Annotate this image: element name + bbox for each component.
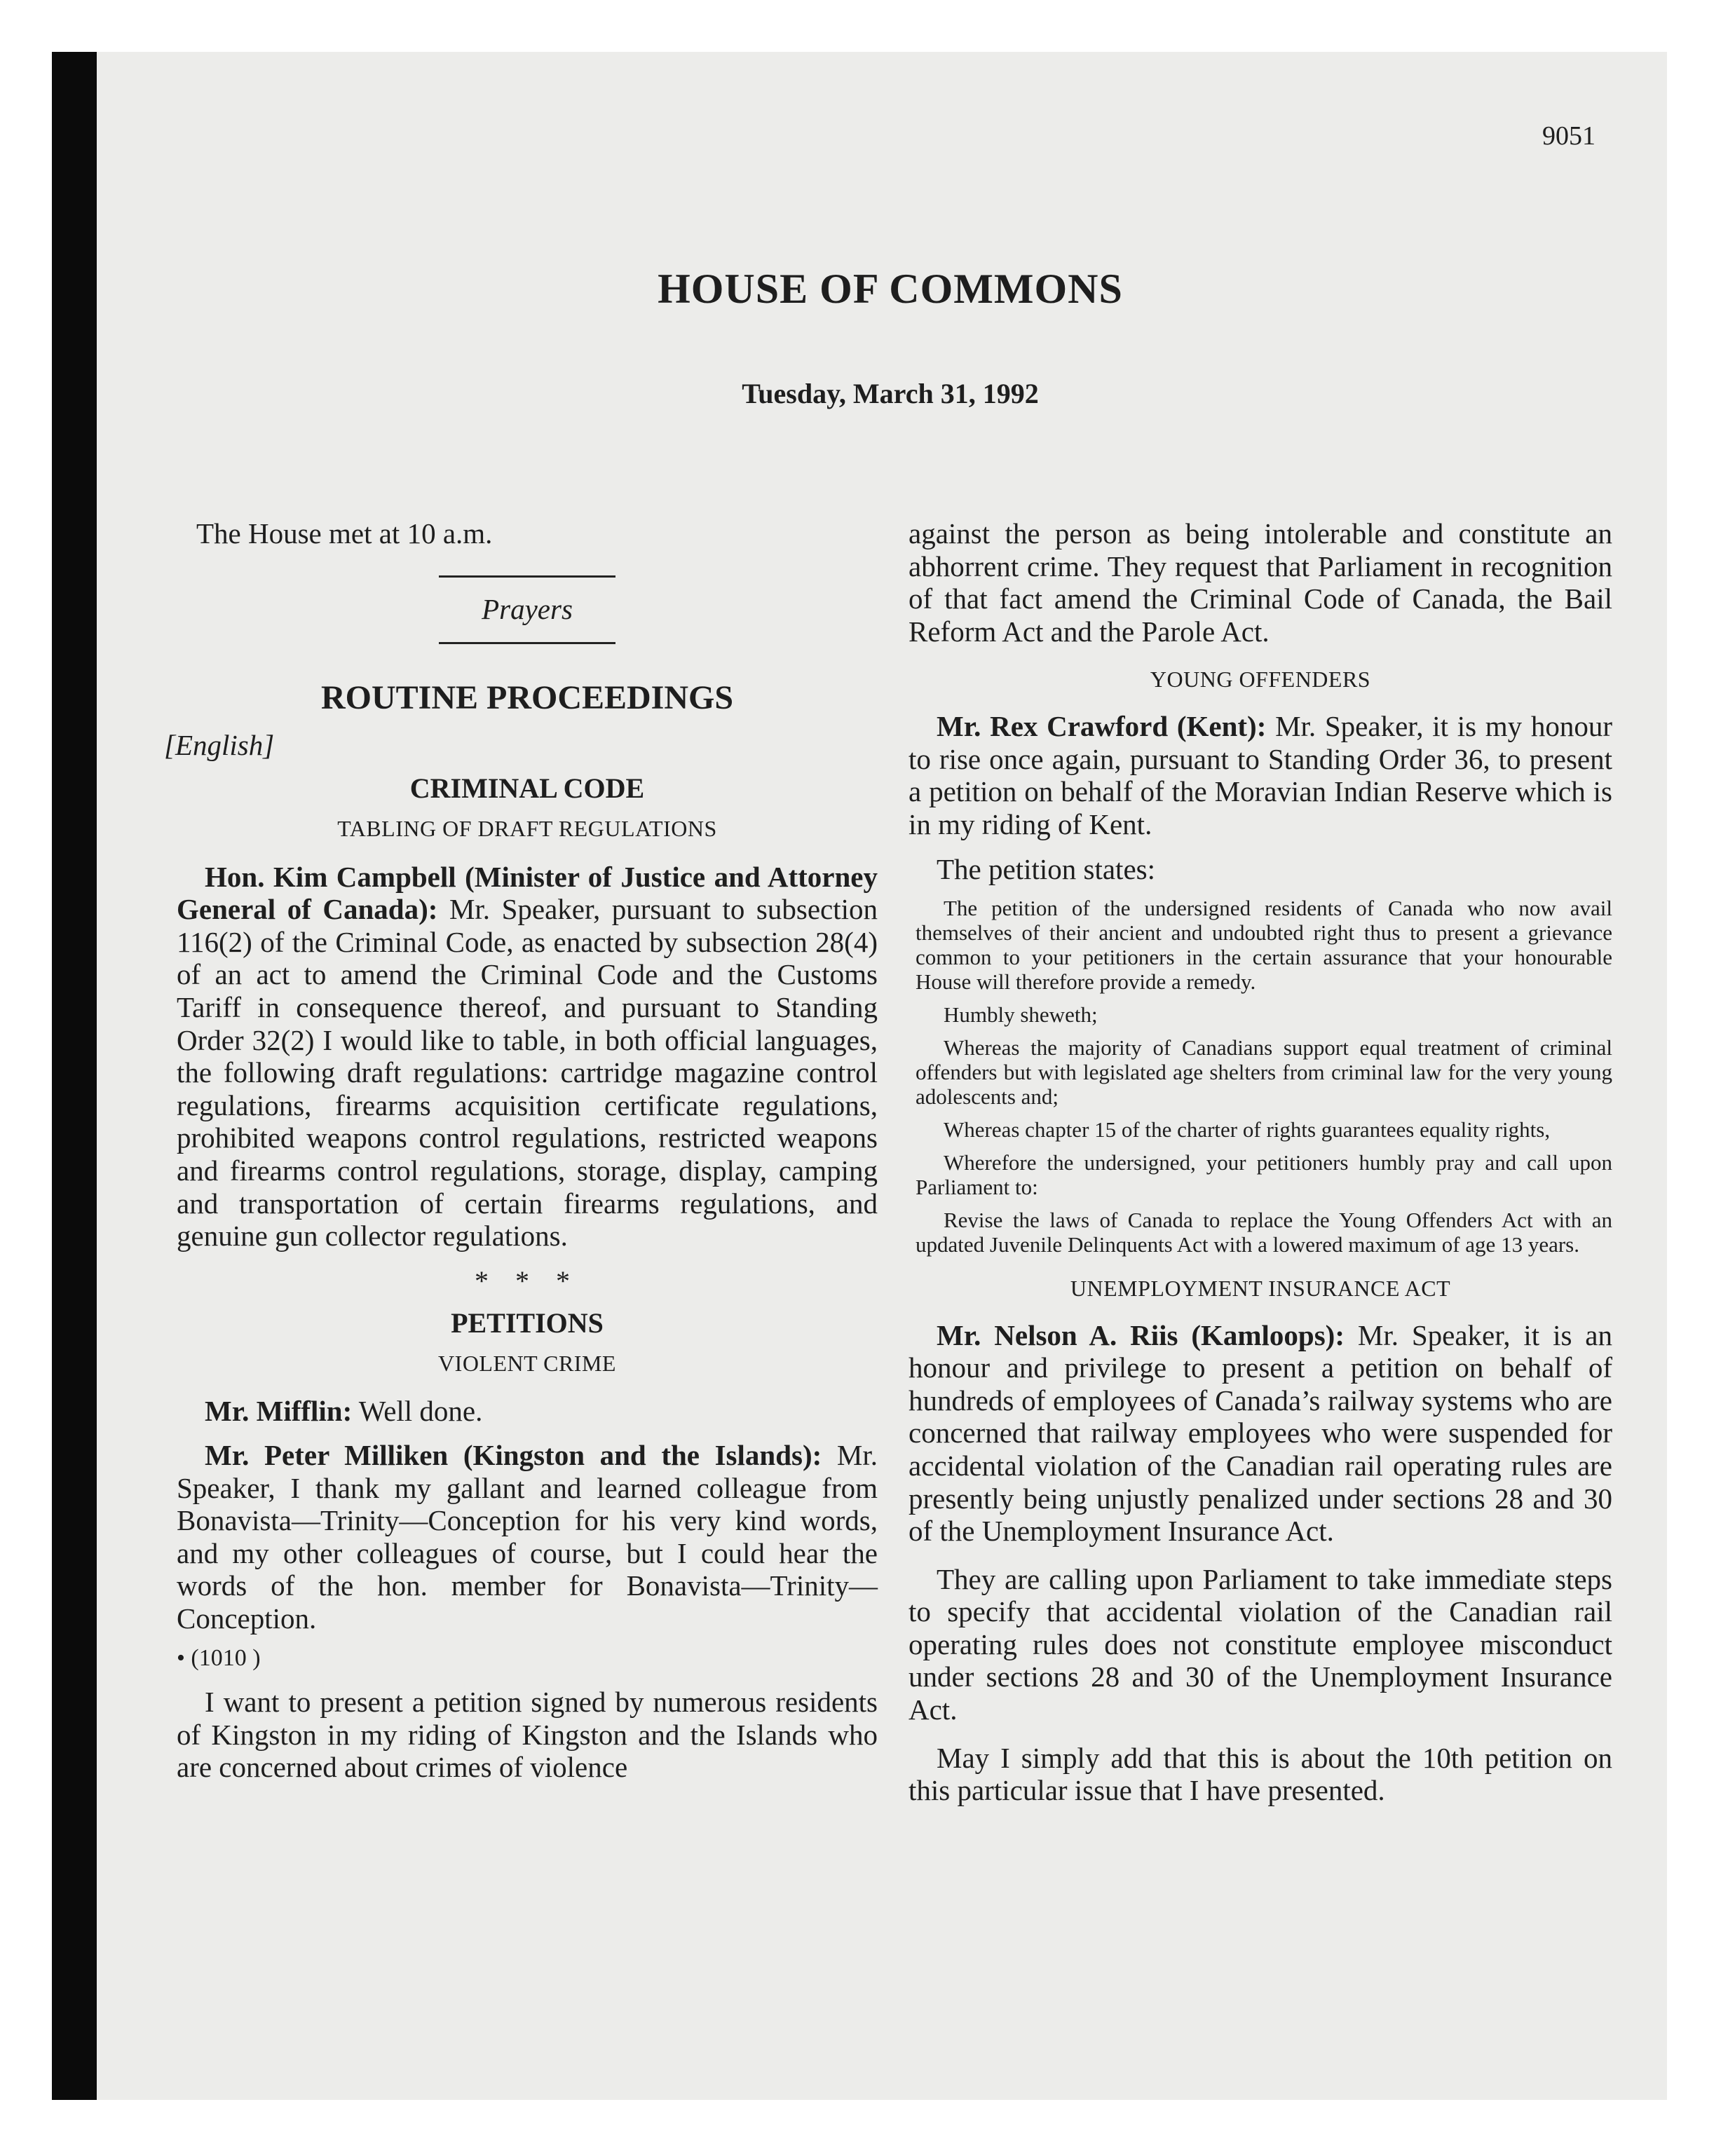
speech-peter-milliken: [177, 1439, 878, 1635]
page-title: HOUSE OF COMMONS: [658, 266, 1123, 312]
speech-text: Mr. Speaker, pursuant to subsection 116(2) of the Criminal Code, as enacted by subsection 28(4) of an act to amend the Criminal Code and the Customs Tariff in consequence thereof, and pursuant to Standing Order 32(2) I would like to table, in both official languages, the following draft regulations: cartridge magazine control regulations, firearms acquisition certificate regulations, prohibited weapons control regulations, restricted weapons and firearms control regulations, storage, display, camping and transportation of certain firearms regulations, and genuine gun collector regulations.: [177, 893, 878, 1253]
prayers-label: Prayers: [482, 592, 573, 625]
quote-paragraph: The petition of the undersigned residents of Canada who now avail themselves of their ancient and undoubted right thus to present a grievance common to your petitioners in the certain assurance that your honourable House will therefore provide a remedy.: [916, 895, 1612, 994]
speech-text: Mr. Speaker, it is my honour to rise once again, pursuant to Standing Order 36, to present a petition on behalf of the Moravian Indian Reserve which is in my riding of Kent.: [909, 709, 1613, 840]
heading-petitions: PETITIONS: [451, 1307, 604, 1339]
heading-criminal-code: CRIMINAL CODE: [409, 772, 645, 805]
left-column: [164, 517, 878, 1784]
rule-divider: [439, 575, 615, 578]
rule-divider: [439, 642, 615, 644]
time-marker: • (1010 ): [177, 1644, 261, 1671]
petition-states-line: The petition states:: [937, 853, 1155, 886]
quote-paragraph: Wherefore the undersigned, your petitioners humbly pray and call upon Parliament to:: [916, 1149, 1612, 1199]
speaker-name: Mr. Peter Milliken (Kingston and the Islands):: [205, 1439, 822, 1472]
quote-paragraph: Revise the laws of Canada to replace the Young Offenders Act with an updated Juvenile Delinquents Act with a lowered maximum of age 13 years.: [916, 1207, 1612, 1257]
speech-text: Well done.: [358, 1395, 483, 1428]
scan-binding-edge: [52, 52, 97, 2100]
quote-paragraph: Whereas the majority of Canadians support equal treatment of criminal offenders but with legislated age shelters from criminal law for the very young adolescents and;: [916, 1035, 1612, 1109]
quote-paragraph: Whereas chapter 15 of the charter of rights guarantees equality rights,: [944, 1117, 1551, 1142]
speech-mifflin: [177, 1395, 878, 1428]
speech-nelson-riis: [909, 1319, 1612, 1548]
speech-rex-crawford: [909, 710, 1612, 840]
section-separator-stars: * * *: [475, 1264, 580, 1297]
speech-nelson-riis-paragraph-2: They are calling upon Parliament to take immediate steps to specify that accidental violation of the Canadian rail operating rules does not constitute employee misconduct under sections 28 and 30 of the Unemployment Insurance Act.: [909, 1562, 1612, 1726]
speaker-name: Mr. Mifflin:: [205, 1395, 353, 1428]
quote-paragraph: Humbly sheweth;: [944, 1002, 1098, 1027]
speech-peter-milliken-continued: I want to present a petition signed by numerous residents of Kingston in my riding of Kingston and the Islands who are concerned about crimes of violence: [177, 1686, 878, 1784]
speech-text: Mr. Speaker, it is an honour and privilege to present a petition on behalf of hundreds of employees of Canada’s railway systems who are concerned that railway employees who were suspended for accidental violation of the Canadian rail operating rules are presently being unjustly penalized under sections 28 and 30 of the Unemployment Insurance Act.: [909, 1318, 1612, 1548]
subheading-violent-crime: VIOLENT CRIME: [438, 1350, 616, 1376]
speech-text: Mr. Speaker, I thank my gallant and learned colleague from Bonavista—Trinity—Conception for his very kind words, and my other colleagues of course, but I could hear the words of the hon. member for Bonavista—Trinity—Conception.: [177, 1439, 878, 1635]
speech-kim-campbell: [177, 861, 878, 1253]
petition-quote: [909, 896, 1612, 1257]
subheading-young-offenders: YOUNG OFFENDERS: [1150, 667, 1371, 692]
section-title-routine-proceedings: ROUTINE PROCEEDINGS: [320, 679, 734, 717]
sitting-date: Tuesday, March 31, 1992: [742, 378, 1039, 409]
language-tag: [English]: [164, 728, 275, 761]
subheading-unemployment-insurance-act: UNEMPLOYMENT INSURANCE ACT: [1070, 1275, 1451, 1301]
speaker-name: Mr. Rex Crawford (Kent):: [937, 709, 1267, 742]
speech-nelson-riis-paragraph-3: May I simply add that this is about the 10th petition on this particular issue that I have presented.: [909, 1741, 1612, 1807]
opening-line: The House met at 10 a.m.: [196, 517, 493, 550]
subheading-tabling-draft-regulations: TABLING OF DRAFT REGULATIONS: [337, 815, 717, 841]
speaker-name: Hon. Kim Campbell (Minister of Justice and Attorney General of Canada):: [177, 860, 878, 926]
page-number: 9051: [1542, 121, 1595, 151]
right-column: [909, 517, 1612, 1807]
speaker-name: Mr. Nelson A. Riis (Kamloops):: [937, 1318, 1345, 1351]
speech-continuation: against the person as being intolerable and constitute an abhorrent crime. They request that Parliament in recognition of that fact amend the Criminal Code of Canada, the Bail Reform Act and the Parole Act.: [909, 517, 1612, 648]
